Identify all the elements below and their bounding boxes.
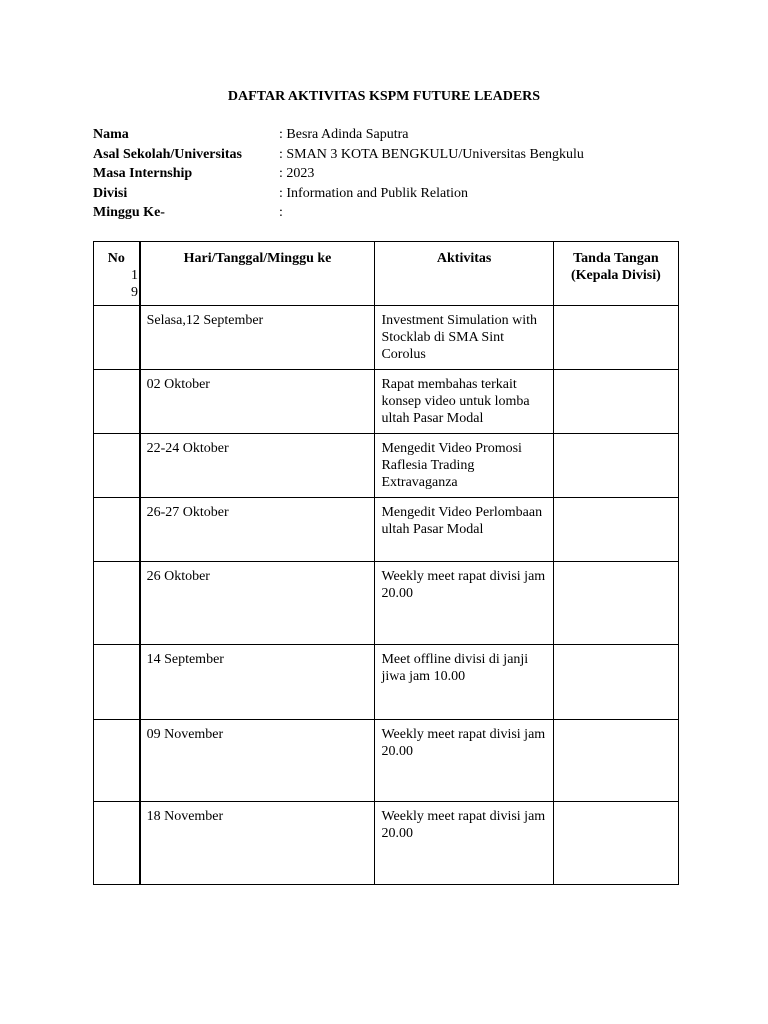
header-no-sub: 9 xyxy=(131,285,138,300)
document-title: DAFTAR AKTIVITAS KSPM FUTURE LEADERS xyxy=(227,89,541,104)
info-label: Minggu Ke- xyxy=(93,205,165,220)
header-no-label: No xyxy=(107,251,125,266)
row-date-cell xyxy=(140,306,375,370)
row-activity-cell xyxy=(375,306,553,370)
info-value: : Besra Adinda Saputra xyxy=(279,127,409,142)
row-date-cell xyxy=(140,434,375,498)
info-label: Asal Sekolah/Universitas xyxy=(93,146,242,162)
row-activity-cell xyxy=(375,562,553,645)
row-activity: Weekly meet rapat divisi jam 20.00 xyxy=(381,727,546,759)
header-signature xyxy=(553,242,678,306)
row-signature xyxy=(553,720,678,802)
info-label: Nama xyxy=(93,127,129,142)
table-row xyxy=(94,645,679,720)
row-activity: Weekly meet rapat divisi jam 20.00 xyxy=(381,569,546,601)
row-date-cell xyxy=(140,562,375,645)
table-row xyxy=(94,562,679,645)
row-activity: Mengedit Video Perlombaan ultah Pasar Modal xyxy=(381,505,543,537)
row-no xyxy=(94,645,140,720)
info-value: : xyxy=(279,205,283,220)
row-date: 09 November xyxy=(146,727,224,742)
info-value: : SMAN 3 KOTA BENGKULU/Universitas Bengkulu xyxy=(279,146,584,162)
row-date-cell xyxy=(140,645,375,720)
row-date: 26-27 Oktober xyxy=(146,505,229,520)
info-label: Divisi xyxy=(93,185,128,201)
row-signature xyxy=(553,802,678,885)
row-date-cell xyxy=(140,370,375,434)
row-activity-cell xyxy=(375,370,553,434)
row-date-cell xyxy=(140,720,375,802)
row-activity: Investment Simulation with Stocklab di SMA Sint Corolus xyxy=(381,313,538,362)
row-date-cell xyxy=(140,498,375,562)
row-signature xyxy=(553,370,678,434)
row-no xyxy=(94,370,140,434)
table-row xyxy=(94,802,679,885)
header-no xyxy=(94,242,140,306)
table-row xyxy=(94,720,679,802)
table-header-row xyxy=(94,242,679,306)
row-date: 18 November xyxy=(146,809,224,824)
header-signature-line: (Kepala Divisi) xyxy=(570,268,661,283)
info-row-name xyxy=(93,125,584,145)
row-signature xyxy=(553,306,678,370)
table-row xyxy=(94,370,679,434)
header-activity: Aktivitas xyxy=(375,242,553,306)
info-row-division xyxy=(93,184,584,204)
row-signature xyxy=(553,562,678,645)
info-value: : Information and Publik Relation xyxy=(279,185,468,201)
row-activity-cell xyxy=(375,720,553,802)
table-row xyxy=(94,434,679,498)
row-no xyxy=(94,562,140,645)
info-section xyxy=(93,125,584,223)
row-date: 14 September xyxy=(146,652,224,667)
header-signature-line: Tanda Tangan xyxy=(573,251,659,266)
row-activity-cell xyxy=(375,802,553,885)
row-no xyxy=(94,802,140,885)
row-date: Selasa,12 September xyxy=(146,313,264,328)
row-activity-cell xyxy=(375,645,553,720)
row-signature xyxy=(553,434,678,498)
header-no-sub: 1. xyxy=(131,268,142,283)
row-no xyxy=(94,720,140,802)
row-no xyxy=(94,434,140,498)
row-signature xyxy=(553,498,678,562)
table-row xyxy=(94,498,679,562)
row-date: 22-24 Oktober xyxy=(146,441,229,456)
row-no xyxy=(94,498,140,562)
row-activity-cell xyxy=(375,498,553,562)
activity-table xyxy=(93,241,679,885)
info-label: Masa Internship xyxy=(93,166,193,181)
row-date: 02 Oktober xyxy=(146,377,210,392)
info-value: : 2023 xyxy=(279,166,315,181)
row-date: 26 Oktober xyxy=(146,569,210,584)
table-row xyxy=(94,306,679,370)
info-row-week xyxy=(93,203,584,223)
row-date-cell xyxy=(140,802,375,885)
row-no xyxy=(94,306,140,370)
row-signature xyxy=(553,645,678,720)
row-activity: Mengedit Video Promosi Raflesia Trading Extravaganza xyxy=(381,441,522,490)
info-row-internship xyxy=(93,164,584,184)
row-activity: Meet offline divisi di janji jiwa jam 10.00 xyxy=(381,652,529,684)
row-activity: Rapat membahas terkait konsep video untuk lomba ultah Pasar Modal xyxy=(381,377,530,426)
row-activity-cell xyxy=(375,434,553,498)
info-row-school xyxy=(93,145,584,165)
header-date: Hari/Tanggal/Minggu ke xyxy=(140,242,375,306)
row-activity: Weekly meet rapat divisi jam 20.00 xyxy=(381,809,546,841)
